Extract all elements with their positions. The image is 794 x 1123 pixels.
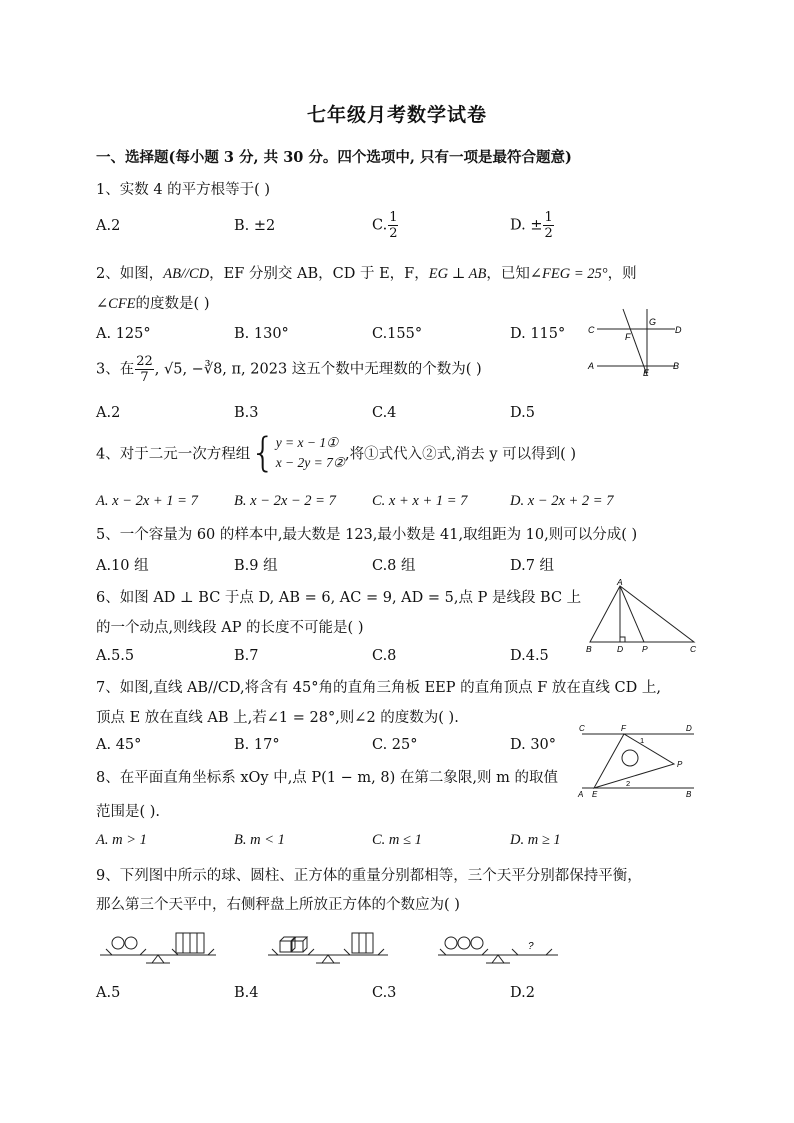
q4-option-a: A. x − 2x + 1 = 7 <box>96 493 198 509</box>
q6-label-p: P <box>642 644 648 654</box>
q6-label-d: D <box>617 644 624 654</box>
q8-option-c: C. m ≤ 1 <box>372 832 422 848</box>
q3-option-b: B.3 <box>234 405 259 421</box>
question-2-stem: 2、如图，AB//CD，EF 分别交 AB，CD 于 E，F，EG ⊥ AB，已知∠FEG = 25°，则 <box>96 266 637 282</box>
balance-3 <box>438 937 558 963</box>
q2-label-f: F <box>625 332 631 342</box>
q6-option-c: C.8 <box>372 648 397 664</box>
question-5-stem: 5、一个容量为 60 的样本中,最大数是 123,最小数是 41,取组距为 10,则可以分成( ) <box>96 527 638 543</box>
q4-option-d: D. x − 2x + 2 = 7 <box>510 493 614 509</box>
q4-option-b: B. x − 2x − 2 = 7 <box>234 493 336 509</box>
q9-option-b: B.4 <box>234 985 259 1001</box>
q7-label-b: B <box>686 790 692 799</box>
q7-option-b: B. 17° <box>234 737 280 753</box>
q6-option-b: B.7 <box>234 648 259 664</box>
q2-label-d: D <box>675 325 682 335</box>
q2-label-e: E <box>643 368 650 377</box>
balance-2 <box>268 933 388 963</box>
q2-option-a: A. 125° <box>96 326 151 342</box>
q7-label-angle2: 2 <box>626 779 631 788</box>
q5-option-d: D.7 组 <box>510 558 555 574</box>
q7-figure <box>574 722 696 800</box>
q5-option-b: B.9 组 <box>234 558 278 574</box>
question-6-stem: 6、如图 AD ⊥ BC 于点 D, AB = 6, AC = 9, AD = 5,点 P 是线段 BC 上 <box>96 590 582 606</box>
q6-option-a: A.5.5 <box>96 648 135 664</box>
q2-option-b: B. 130° <box>234 326 289 342</box>
q2-option-d: D. 115° <box>510 326 566 342</box>
q2-label-b: B <box>673 361 680 371</box>
q6-figure <box>582 576 700 656</box>
q8-option-b: B. m < 1 <box>234 832 285 848</box>
question-8-stem: 8、在平面直角坐标系 xOy 中,点 P(1 − m, 8) 在第二象限,则 m 的取值 <box>96 770 558 786</box>
q1-option-b: B. ±2 <box>234 218 276 234</box>
q9-option-c: C.3 <box>372 985 397 1001</box>
balance-1 <box>100 933 216 963</box>
q8-option-a: A. m > 1 <box>96 832 147 848</box>
q7-option-d: D. 30° <box>510 737 557 753</box>
q6-option-d: D.4.5 <box>510 648 549 664</box>
question-9-stem: 9、下列图中所示的球、圆柱、正方体的重量分别都相等，三个天平分别都保持平衡， <box>96 868 642 884</box>
q7-label-c: C <box>579 724 585 733</box>
question-6-stem-line2: 的一个动点,则线段 AP 的长度不可能是( ) <box>96 620 364 636</box>
q8-option-d: D. m ≥ 1 <box>510 832 561 848</box>
q2-option-c: C.155° <box>372 326 423 342</box>
q9-option-a: A.5 <box>96 985 121 1001</box>
q2-figure <box>585 305 695 377</box>
q5-option-c: C.8 组 <box>372 558 416 574</box>
q7-label-a: A <box>578 790 584 799</box>
q9-question-mark: ? <box>528 941 534 952</box>
q2-label-g: G <box>649 317 657 327</box>
q1-option-d: D. ± $\frac{1}{2}$ <box>510 210 553 241</box>
q1-option-a: A.2 <box>96 218 121 234</box>
question-1-stem: 1、实数 4 的平方根等于( ) <box>96 182 271 198</box>
q2-label-a: A <box>588 361 595 371</box>
q3-option-a: A.2 <box>96 405 121 421</box>
q7-label-e: E <box>592 790 598 799</box>
page-title: 七年级月考数学试卷 <box>306 104 487 126</box>
question-8-stem-line2: 范围是( ). <box>96 804 161 820</box>
q3-option-d: D.5 <box>510 405 535 421</box>
q6-label-c: C <box>690 644 697 654</box>
q2-label-c: C <box>588 325 595 335</box>
q7-label-d: D <box>686 724 692 733</box>
q5-option-a: A.10 组 <box>96 558 149 574</box>
question-7-stem-line2: 顶点 E 放在直线 AB 上,若∠1 = 28°,则∠2 的度数为( ). <box>96 710 459 726</box>
q7-option-a: A. 45° <box>96 737 142 753</box>
question-3-stem: 3、在 $\frac{22}{7}$ , √5, −∛8, π, 2023 这五个数中无理数的个数为( ) <box>96 354 482 385</box>
section-heading: 一、选择题(每小题 3 分, 共 30 分。四个选项中, 只有一项是最符合题意) <box>96 149 572 166</box>
q3-option-c: C.4 <box>372 405 397 421</box>
q7-label-p: P <box>677 760 683 769</box>
q7-option-c: C. 25° <box>372 737 418 753</box>
q4-option-c: C. x + x + 1 = 7 <box>372 493 468 509</box>
q7-label-f: F <box>621 724 626 733</box>
question-4-stem: 4、对于二元一次方程组{ y = x − 1① x − 2y = 7② ,将①式代入②式,消去 y 可以得到( ) <box>96 430 577 476</box>
question-7-stem: 7、如图,直线 AB//CD,将含有 45°角的直角三角板 EEP 的直角顶点 F 放在直线 CD 上, <box>96 680 661 696</box>
q6-label-a: A <box>617 577 623 587</box>
q9-option-d: D.2 <box>510 985 535 1001</box>
q7-label-angle1: 1 <box>640 736 645 745</box>
q9-balance-figures <box>96 925 566 971</box>
q1-option-c: C. $\frac{1}{2}$ <box>372 210 398 241</box>
question-9-stem-line2: 那么第三个天平中，右侧秤盘上所放正方体的个数应为( ) <box>96 897 460 913</box>
q6-label-b: B <box>586 644 592 654</box>
question-2-stem-line2: ∠CFE的度数是( ) <box>96 296 210 312</box>
